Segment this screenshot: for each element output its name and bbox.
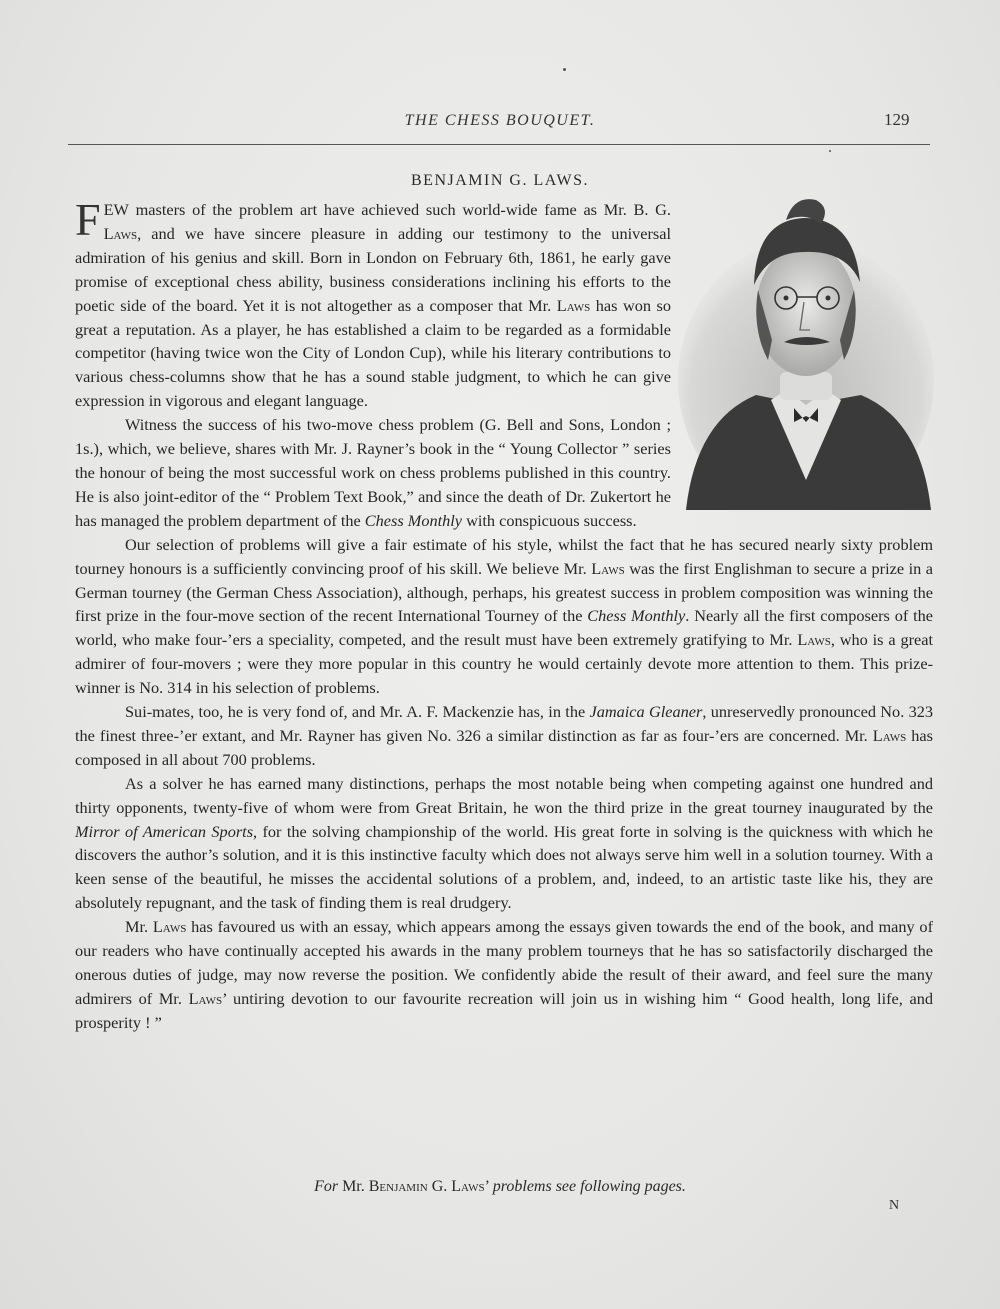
footer-note: For Mr. Benjamin G. Laws’ problems see following pages.: [314, 1178, 686, 1195]
paragraph-2: Witness the success of his two-move chess problem (G. Bell and Sons, London ; 1s.), which, we believe, shares with Mr. J. Rayner’s book in the “ Young Collector ” series the honour of being the most successful work on chess problems published in this country. He is also joint-editor of the “ Problem Text Book,” and since the death of Dr. Zukertort he has managed the problem department of the Chess Monthly with conspicuous success.: [75, 415, 671, 530]
article-body: [75, 194, 933, 1035]
paragraph-6: Mr. Laws has favoured us with an essay, which appears among the essays given towards the end of the book, and many of our readers who have continually accepted his awards in the many problem tourneys that he has so satisfactorily discharged the onerous duties of judge, may now reverse the position. We confidently abide the result of their award, and feel sure the many admirers of Mr. Laws’ untiring devotion to our favourite recreation will join us in wishing him “ Good health, long life, and prosperity ! ”: [75, 917, 933, 1032]
print-speck: [829, 150, 831, 152]
drop-cap: F: [75, 194, 101, 245]
header-rule: [68, 144, 930, 145]
signature-mark: N: [889, 1198, 900, 1213]
paragraph-4: Sui-mates, too, he is very fond of, and Mr. A. F. Mackenzie has, in the Jamaica Gleaner, unreservedly pronounced No. 323 the finest three-’er extant, and Mr. Rayner has given No. 326 a similar distinction as far as four-’ers are concerned. Mr. Laws has composed in all about 700 problems.: [75, 702, 933, 769]
article-title: BENJAMIN G. LAWS.: [411, 172, 589, 189]
page-number: 129: [884, 110, 910, 129]
portrait-space: [671, 198, 933, 520]
print-speck: [563, 68, 566, 71]
running-head: THE CHESS BOUQUET.: [404, 112, 596, 129]
paragraph-5: As a solver he has earned many distinctions, perhaps the most notable being when competing against one hundred and thirty opponents, twenty-five of whom were from Great Britain, he won the third prize in the great tourney inaugurated by the Mirror of American Sports, for the solving championship of the world. His great forte in solving is the quickness with which he discovers the author’s solution, and it is this instinctive faculty which does not always serve him well in a solution tourney. With a keen sense of the beautiful, he misses the accidental solutions of a problem, and, indeed, to an artistic taste like his, they are absolutely repugnant, and the task of finding them is real drudgery.: [75, 773, 933, 913]
paragraph-3: Our selection of problems will give a fair estimate of his style, whilst the fact that he has secured nearly sixty problem tourney honours is a sufficiently convincing proof of his skill. We believe Mr. Laws was the first Englishman to secure a prize in a German tourney (the German Chess Association), although, perhaps, his greatest success in problem composition was winning the first prize in the four-move section of the recent International Tourney of the Chess Monthly. Nearly all the first composers of the world, who make four-’ers a speciality, competed, and the result must have been extremely gratifying to Mr. Laws, who is a great admirer of four-movers ; were they more popular in this country he would certainly devote more attention to them. This prize-winner is No. 314 in his selection of problems.: [75, 534, 933, 698]
paragraph-1: FEW masters of the problem art have achieved such world-wide fame as Mr. B. G. Laws, and we have sincere pleasure in adding our testimony to the universal admiration of his genius and skill. Born in London on February 6th, 1861, he early gave promise of exceptional chess ability, business considerations inclining his efforts to the poetic side of the board. Yet it is not altogether as a composer that Mr. Laws has won so great a reputation. As a player, he has established a claim to be regarded as a formidable competitor (having twice won the City of London Cup), while his literary contributions to various chess-columns show that he has a sound stable judgment, to which he can give expression in vigorous and elegant language.: [75, 194, 671, 411]
